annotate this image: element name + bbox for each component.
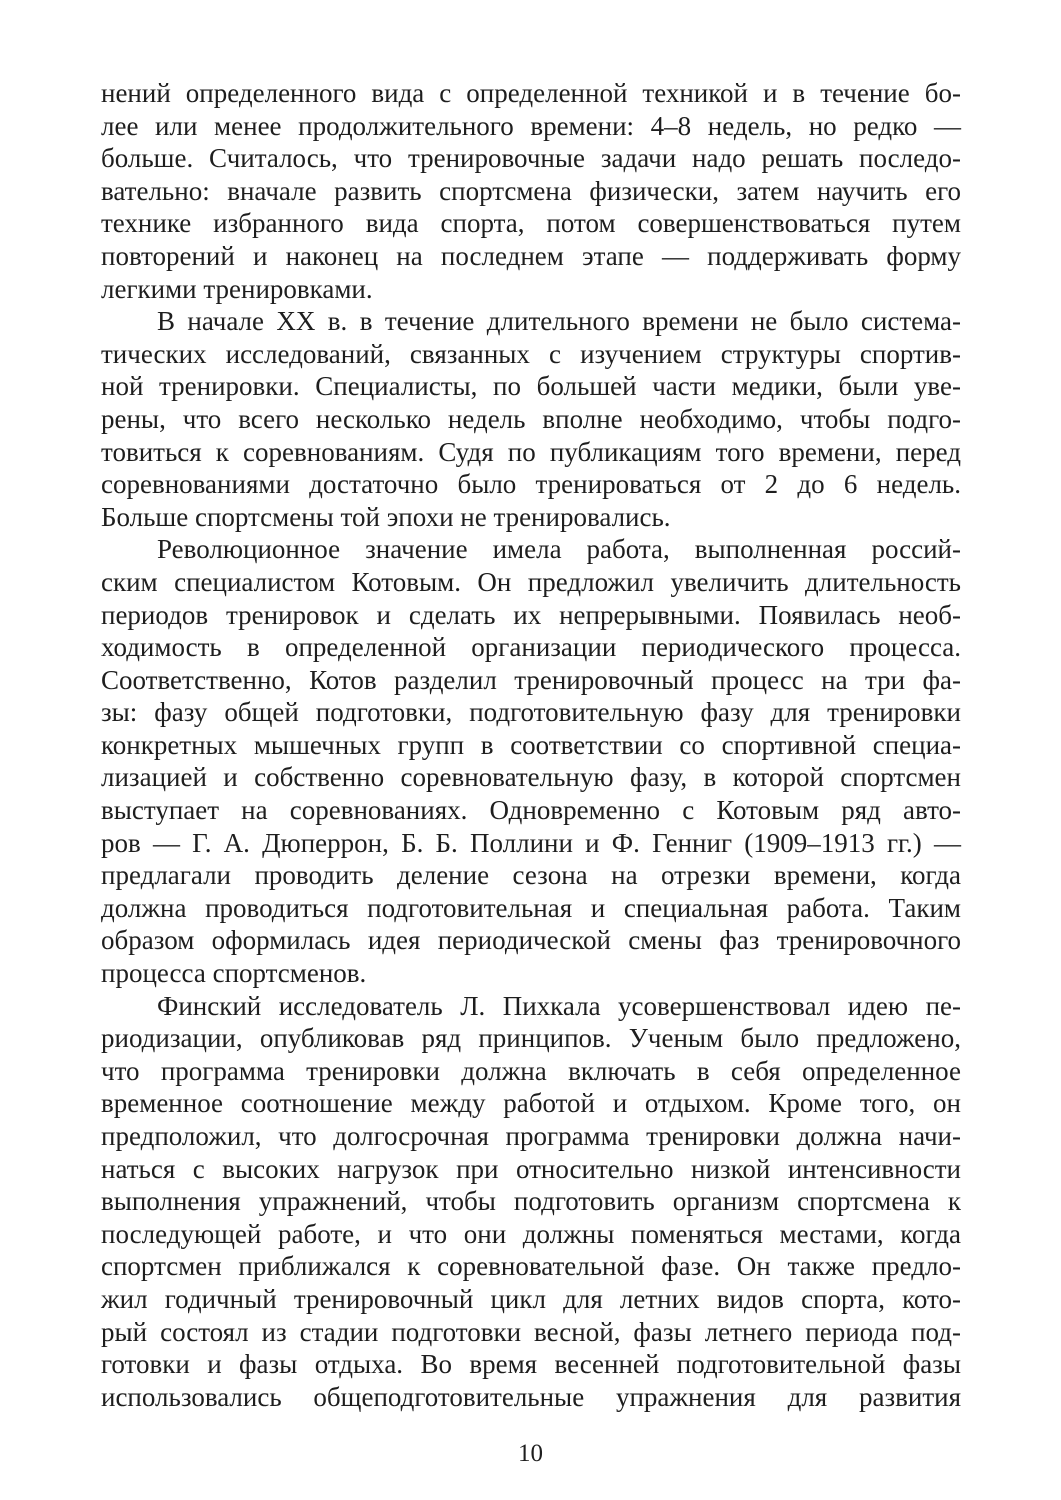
text-line: выполнения упражнений, чтобы подготовить организм спортсмена к bbox=[101, 1186, 961, 1217]
text-line: Революционное значение имела работа, выполненная россий- bbox=[157, 534, 961, 565]
text-line: тических исследований, связанных с изучением структуры спортив- bbox=[101, 338, 961, 369]
text-line: вательно: вначале развить спортсмена физически, затем научить его bbox=[101, 175, 961, 206]
text-line: спортсмен приближался к соревновательной фазе. Он также предло- bbox=[101, 1251, 961, 1282]
text-line: Соответственно, Котов разделил тренировочный процесс на три фа- bbox=[101, 664, 961, 695]
text-line: Больше спортсмены той эпохи не тренировались. bbox=[101, 501, 671, 532]
text-line: больше. Считалось, что тренировочные задачи надо решать последо- bbox=[101, 143, 961, 174]
text-line: рый состоял из стадии подготовки весной, фазы летнего периода под- bbox=[101, 1316, 961, 1347]
page-body bbox=[101, 77, 961, 1413]
text-line: рены, что всего несколько недель вполне необходимо, чтобы подго- bbox=[101, 403, 961, 434]
text-line: ходимость в определенной организации периодического процесса. bbox=[101, 632, 961, 663]
text-line: конкретных мышечных групп в соответствии со спортивной специа- bbox=[101, 729, 961, 760]
text-line: риодизации, опубликовав ряд принципов. Ученым было предложено, bbox=[101, 1023, 961, 1054]
text-line: выступает на соревнованиях. Одновременно с Котовым ряд авто- bbox=[101, 795, 961, 826]
text-line: последующей работе, и что они должны поменяться местами, когда bbox=[101, 1218, 961, 1249]
text-line: лее или менее продолжительного времени: 4–8 недель, но редко — bbox=[101, 110, 961, 141]
text-line: наться с высоких нагрузок при относительно низкой интенсивности bbox=[101, 1153, 961, 1184]
text-line: что программа тренировки должна включать в себя определенное bbox=[101, 1055, 961, 1086]
text-line: В начале XX в. в течение длительного времени не было система- bbox=[157, 306, 961, 337]
text-line: жил годичный тренировочный цикл для летних видов спорта, кото- bbox=[101, 1283, 961, 1314]
text-line: предположил, что долгосрочная программа тренировки должна начи- bbox=[101, 1121, 961, 1151]
text-line: временное соотношение между работой и отдыхом. Кроме того, он bbox=[101, 1088, 961, 1119]
text-line: лизацией и собственно соревновательную фазу, в которой спортсмен bbox=[101, 762, 961, 793]
text-line: соревнованиями достаточно было тренироваться от 2 до 6 недель. bbox=[101, 469, 961, 500]
text-line: легкими тренировками. bbox=[101, 273, 373, 304]
text-line: ной тренировки. Специалисты, по большей части медики, были уве- bbox=[101, 371, 961, 402]
text-line: ским специалистом Котовым. Он предложил увеличить длительность bbox=[101, 566, 961, 597]
page-number: 10 bbox=[518, 1440, 543, 1467]
text-line: Финский исследователь Л. Пихкала усовершенствовал идею пе- bbox=[157, 990, 961, 1021]
text-line: нений определенного вида с определенной техникой и в течение бо- bbox=[101, 78, 961, 108]
text-line: ров — Г. А. Дюперрон, Б. Б. Поллини и Ф. Генниг (1909–1913 гг.) — bbox=[101, 827, 961, 858]
text-line: процесса спортсменов. bbox=[101, 958, 367, 989]
text-line: зы: фазу общей подготовки, подготовительную фазу для тренировки bbox=[101, 697, 961, 728]
text-line: предлагали проводить деление сезона на отрезки времени, когда bbox=[101, 860, 961, 891]
text-line: образом оформилась идея периодической смены фаз тренировочного bbox=[101, 925, 961, 956]
text-line: готовки и фазы отдыха. Во время весенней подготовительной фазы bbox=[101, 1349, 961, 1380]
text-line: повторений и наконец на последнем этапе — поддерживать форму bbox=[101, 240, 961, 271]
text-line: товиться к соревнованиям. Судя по публикациям того времени, перед bbox=[101, 436, 961, 467]
text-line: периодов тренировок и сделать их непрерывными. Появилась необ- bbox=[101, 599, 961, 630]
text-line: должна проводиться подготовительная и специальная работа. Таким bbox=[101, 892, 961, 923]
text-line: использовались общеподготовительные упражнения для развития bbox=[101, 1381, 961, 1412]
text-line: технике избранного вида спорта, потом совершенствоваться путем bbox=[101, 208, 961, 239]
